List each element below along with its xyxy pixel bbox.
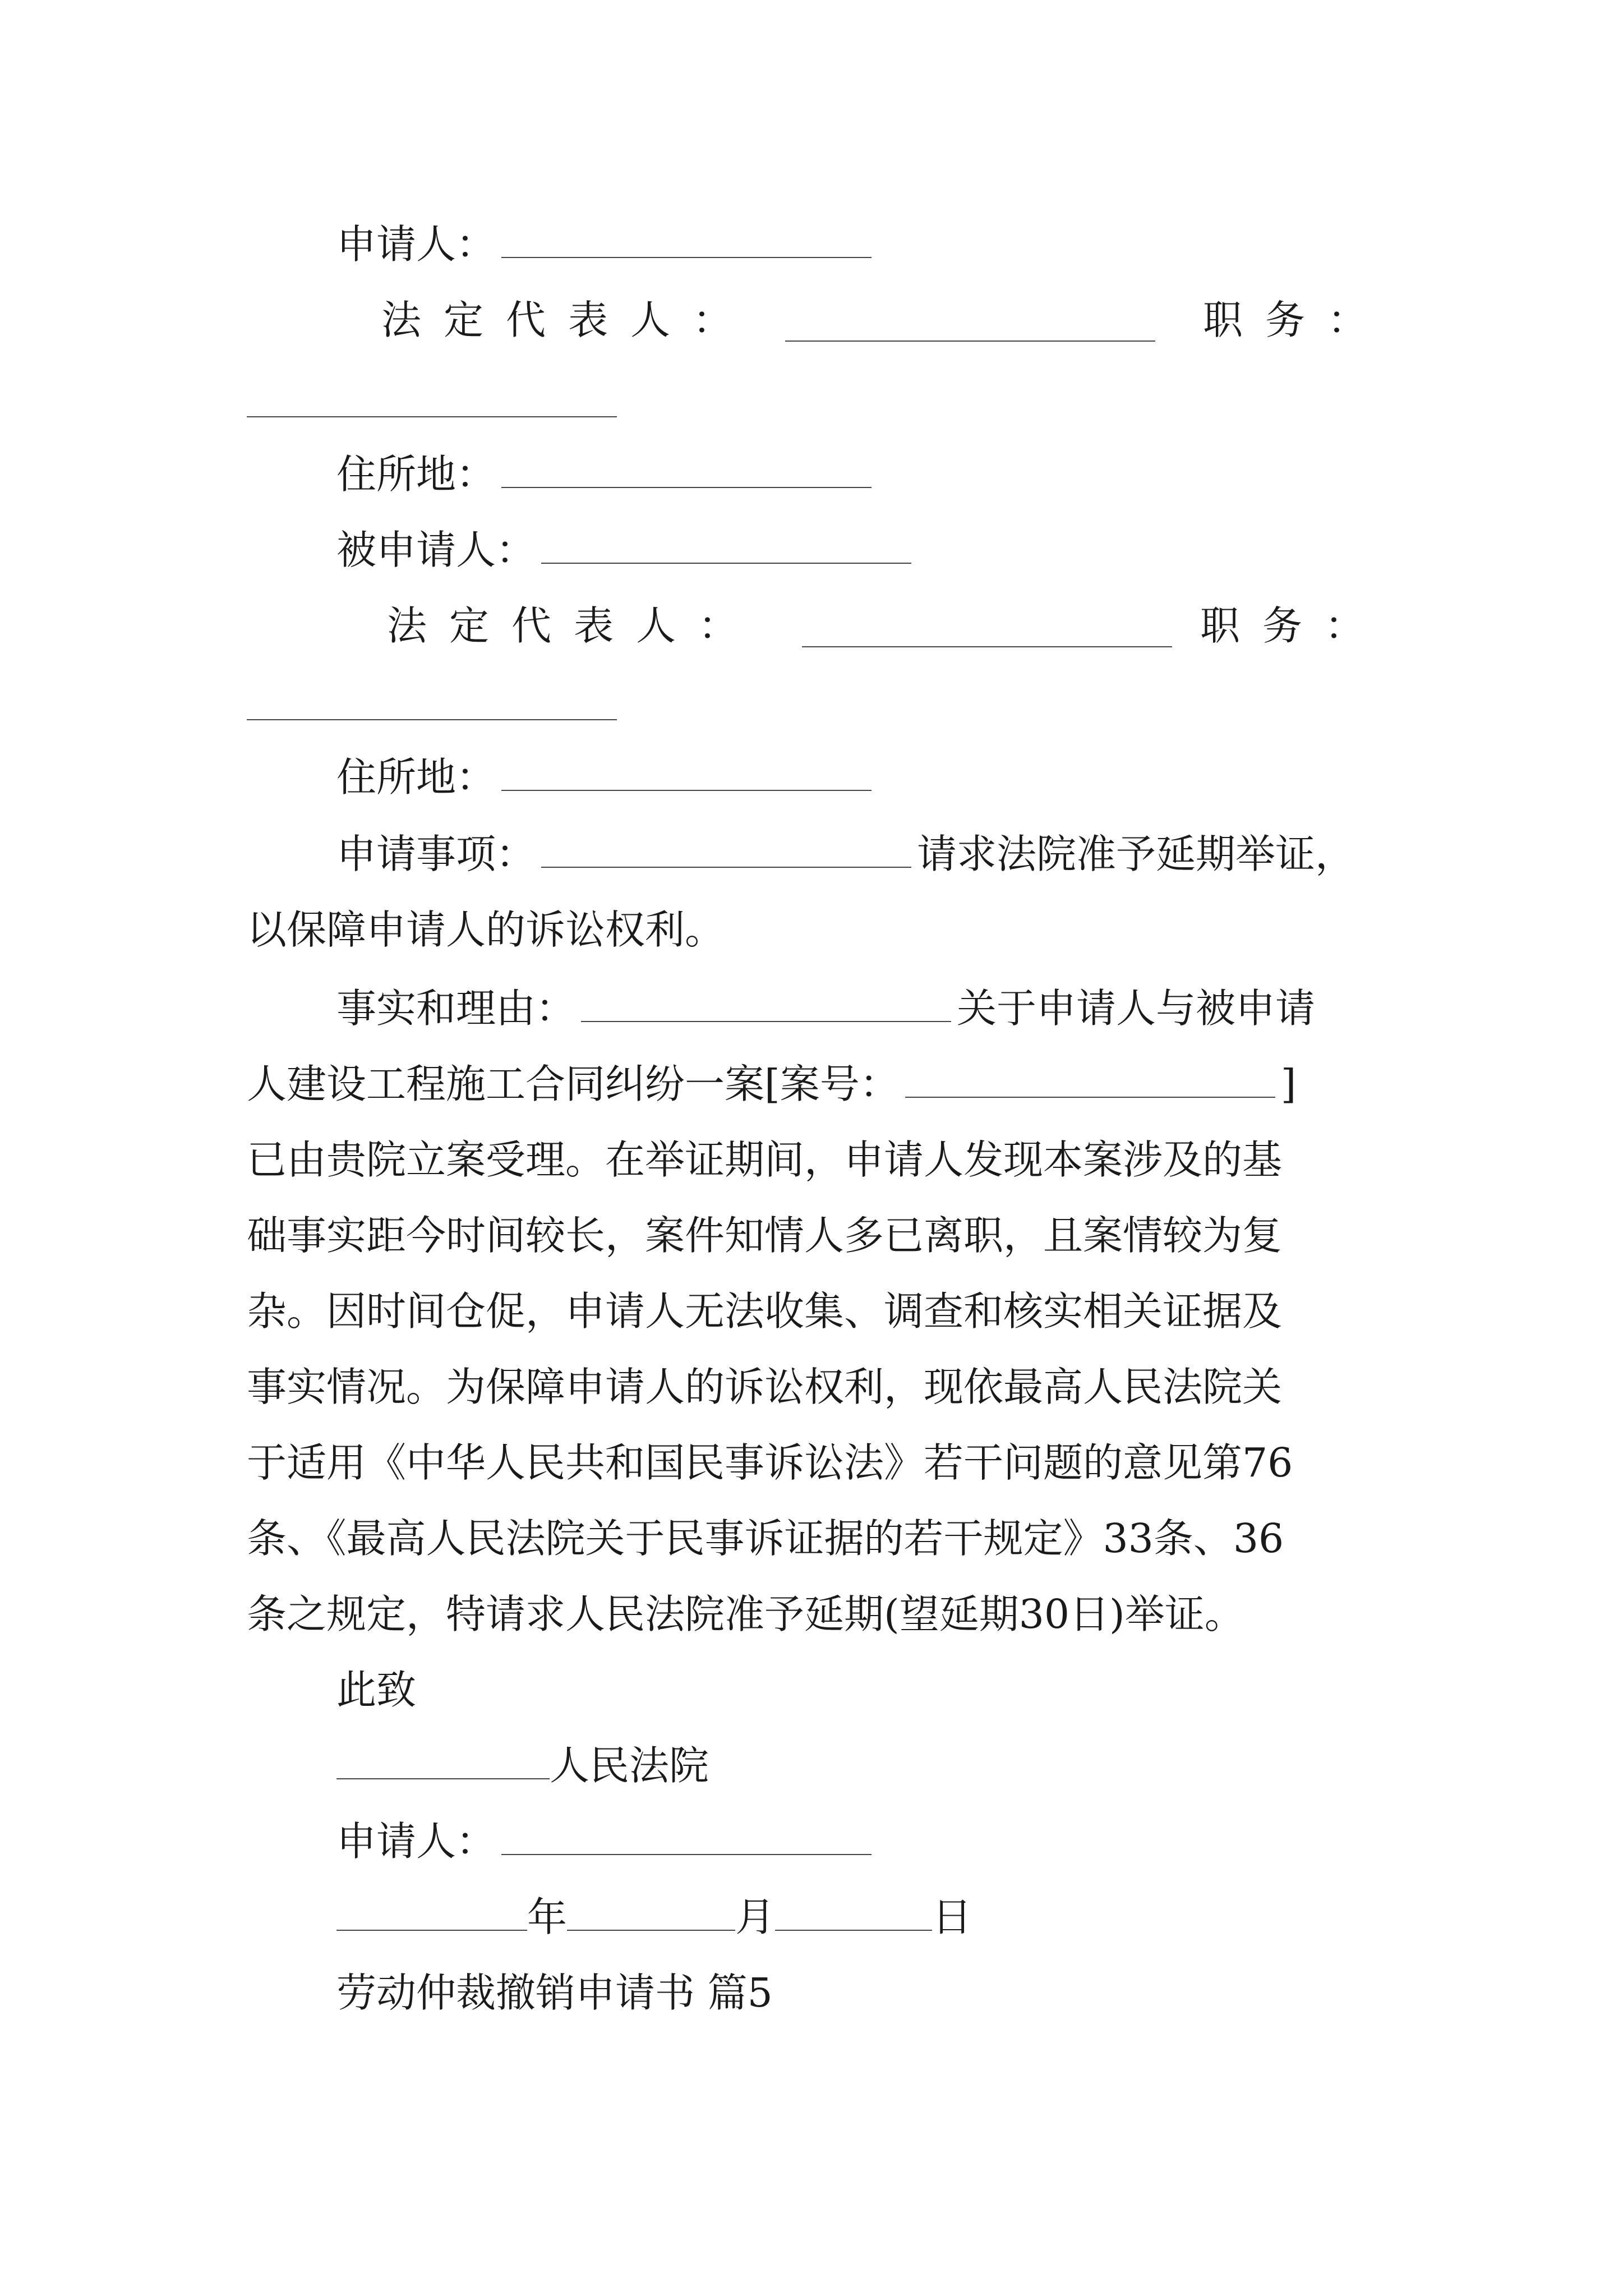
facts-body-line: 已由贵院立案受理。在举证期间，申请人发现本案涉及的基	[247, 1137, 1283, 1183]
facts-line-2	[247, 1061, 1297, 1107]
year-field[interactable]	[336, 1901, 527, 1931]
applicant-position-label: 职务：	[1203, 297, 1390, 343]
court-name-field[interactable]	[336, 1749, 550, 1779]
respondent-address-line	[336, 754, 872, 800]
request-line-1	[336, 831, 1355, 877]
case-number-field[interactable]	[905, 1068, 1275, 1098]
respondent-position-field[interactable]	[247, 690, 617, 720]
respondent-address-field[interactable]	[501, 761, 872, 791]
signature-applicant-label: 申请人：	[336, 1818, 496, 1865]
applicant-legal-rep-field[interactable]	[785, 311, 1155, 342]
court-line	[336, 1742, 709, 1789]
respondent-address-label: 住所地：	[336, 754, 496, 800]
facts-line-1	[336, 985, 1316, 1032]
facts-line2-suffix: ]	[1280, 1061, 1297, 1107]
facts-body-line: 于适用《中华人民共和国民事诉讼法》若干问题的意见第76	[247, 1439, 1293, 1486]
day-field[interactable]	[775, 1901, 932, 1931]
facts-label: 事实和理由：	[336, 985, 576, 1032]
request-line-2: 以保障申请人的诉讼权利。	[247, 907, 725, 953]
respondent-field[interactable]	[541, 533, 911, 564]
applicant-address-label: 住所地：	[336, 451, 496, 498]
facts-body-line: 条之规定，特请求人民法院准予延期(望延期30日)举证。	[247, 1591, 1244, 1637]
signature-applicant-field[interactable]	[501, 1825, 872, 1855]
respondent-line	[336, 527, 911, 573]
year-label: 年	[527, 1894, 568, 1940]
respondent-legal-rep-label: 法定代表人：	[387, 602, 761, 649]
facts-body-line: 条、《最高人民法院关于民事诉证据的若干规定》33条、36	[247, 1515, 1284, 1562]
respondent-label: 被申请人：	[336, 527, 536, 573]
facts-text: 关于申请人与被申请	[957, 985, 1316, 1032]
applicant-line	[336, 221, 872, 268]
applicant-label: 申请人：	[336, 221, 496, 268]
request-text: 请求法院准予延期举证，	[917, 831, 1355, 877]
facts-line2-prefix: 人建设工程施工合同纠纷一案[案号：	[247, 1061, 900, 1107]
month-label: 月	[735, 1894, 776, 1940]
next-section-title: 劳动仲裁撤销申请书 篇5	[336, 1970, 773, 2016]
request-label: 申请事项：	[336, 831, 536, 877]
respondent-position-label: 职务：	[1200, 602, 1387, 649]
salutation: 此致	[336, 1667, 417, 1713]
facts-field[interactable]	[581, 992, 951, 1022]
facts-body-line: 杂。因时间仓促，申请人无法收集、调查和核实相关证据及	[247, 1288, 1283, 1335]
court-suffix: 人民法院	[550, 1742, 709, 1789]
request-field[interactable]	[541, 838, 911, 868]
date-line	[336, 1894, 972, 1940]
applicant-address-field[interactable]	[501, 458, 872, 488]
day-label: 日	[932, 1894, 972, 1940]
applicant-address-line	[336, 451, 872, 498]
applicant-field[interactable]	[501, 228, 872, 258]
facts-body-line: 事实情况。为保障申请人的诉讼权利，现依最高人民法院关	[247, 1364, 1283, 1410]
applicant-legal-rep-label: 法定代表人：	[381, 297, 755, 343]
month-field[interactable]	[567, 1901, 735, 1931]
facts-body-line: 础事实距今时间较长，案件知情人多已离职，且案情较为复	[247, 1212, 1283, 1259]
respondent-legal-rep-field[interactable]	[802, 617, 1172, 647]
signature-applicant-line	[336, 1818, 872, 1865]
applicant-position-field[interactable]	[247, 387, 617, 417]
